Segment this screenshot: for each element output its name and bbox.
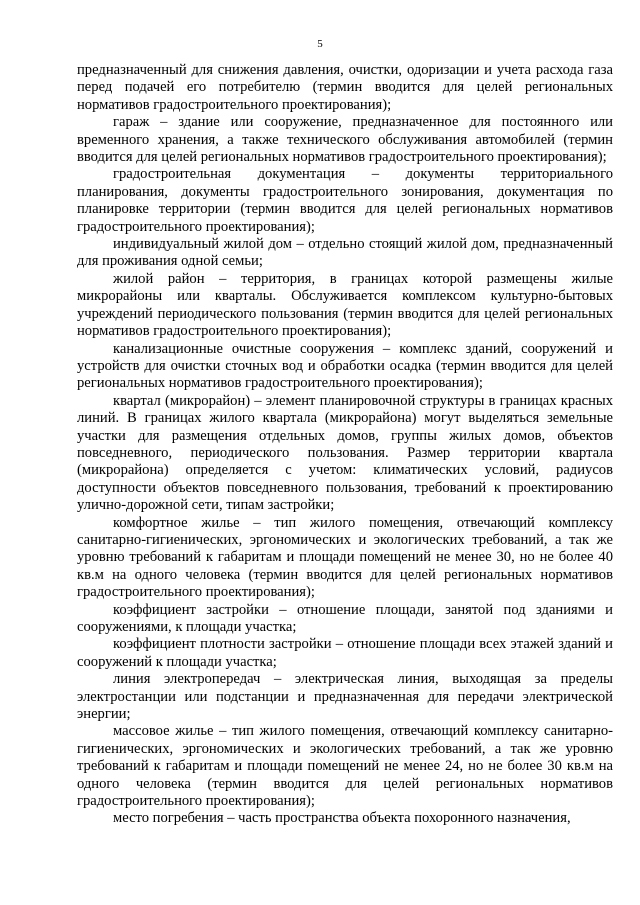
paragraph-residential-district: жилой район – территория, в границах которой размещены жилые микрорайоны или кварталы. Обслуживается комплексом культурно-бытовых учреждений периодического пользования (термин вводится для целей региональных нормативов градостроительного проектирования); [77, 270, 613, 340]
paragraph-comfort-housing: комфортное жилье – тип жилого помещения, отвечающий комплексу санитарно-гигиенических, эргономических и экологических требований, а так же уровню требований к габаритам и площади помещений не менее 30, но не более 40 кв.м на одного человека (термин вводится для целей региональных нормативов градостроительного проектирования); [77, 514, 613, 601]
paragraph-urban-planning-documentation: градостроительная документация – документы территориального планирования, документы градостроительного зонирования, документация по планировке территории (термин вводится для целей региональных нормативов градостроительного проектирования); [77, 166, 613, 235]
paragraph-quarter: квартал (микрорайон) – элемент планировочной структуры в границах красных линий. В границах жилого квартала (микрорайона) могут выделяться земельные участки для размещения отдельных домов, группы жилых домов, объектов повседневного, периодического пользования. Размер территории квартала (микрорайона) определяется с учетом: климатических условий, радиусов доступности объектов повседневного пользования, требований к проектированию улично-дорожной сети, типам застройки; [77, 392, 613, 514]
paragraph-burial-place: место погребения – часть пространства объекта похоронного назначения, [113, 810, 571, 827]
paragraph-continuation: предназначенный для снижения давления, очистки, одоризации и учета расхода газа перед подачей его потребителю (термин вводится для целей региональных нормативов градостроительного проектирования); [77, 62, 613, 113]
paragraph-sewage-treatment: канализационные очистные сооружения – комплекс зданий, сооружений и устройств для очистки сточных вод и обработки осадка (термин вводится для целей региональных нормативов градостроительного проектирования); [77, 340, 613, 392]
paragraph-individual-house: индивидуальный жилой дом – отдельно стоящий жилой дом, предназначенный для проживания одной семьи; [77, 236, 613, 270]
paragraph-density-coefficient: коэффициент плотности застройки – отношение площади всех этажей зданий и сооружений к площади участка; [77, 636, 613, 670]
paragraph-power-line: линия электропередач – электрическая линия, выходящая за пределы электростанции или подстанции и предназначенная для передачи электрической энергии; [77, 671, 613, 723]
paragraph-building-coefficient: коэффициент застройки – отношение площади, занятой под зданиями и сооружениями, к площади участка; [77, 601, 613, 635]
document-body [77, 62, 613, 828]
paragraph-garage: гараж – здание или сооружение, предназначенное для постоянного или временного хранения, а также технического обслуживания автомобилей (термин вводится для целей региональных нормативов градостроительного проектирования); [77, 114, 613, 166]
page-number: 5 [317, 38, 323, 50]
paragraph-mass-housing: массовое жилье – тип жилого помещения, отвечающий комплексу санитарно-гигиенических, эргономических и экологических требований, а так же уровню требований к габаритам и площади помещений не менее 24, но не более 30 кв.м на одного человека (термин вводится для целей региональных нормативов градостроительного проектирования); [77, 723, 613, 810]
